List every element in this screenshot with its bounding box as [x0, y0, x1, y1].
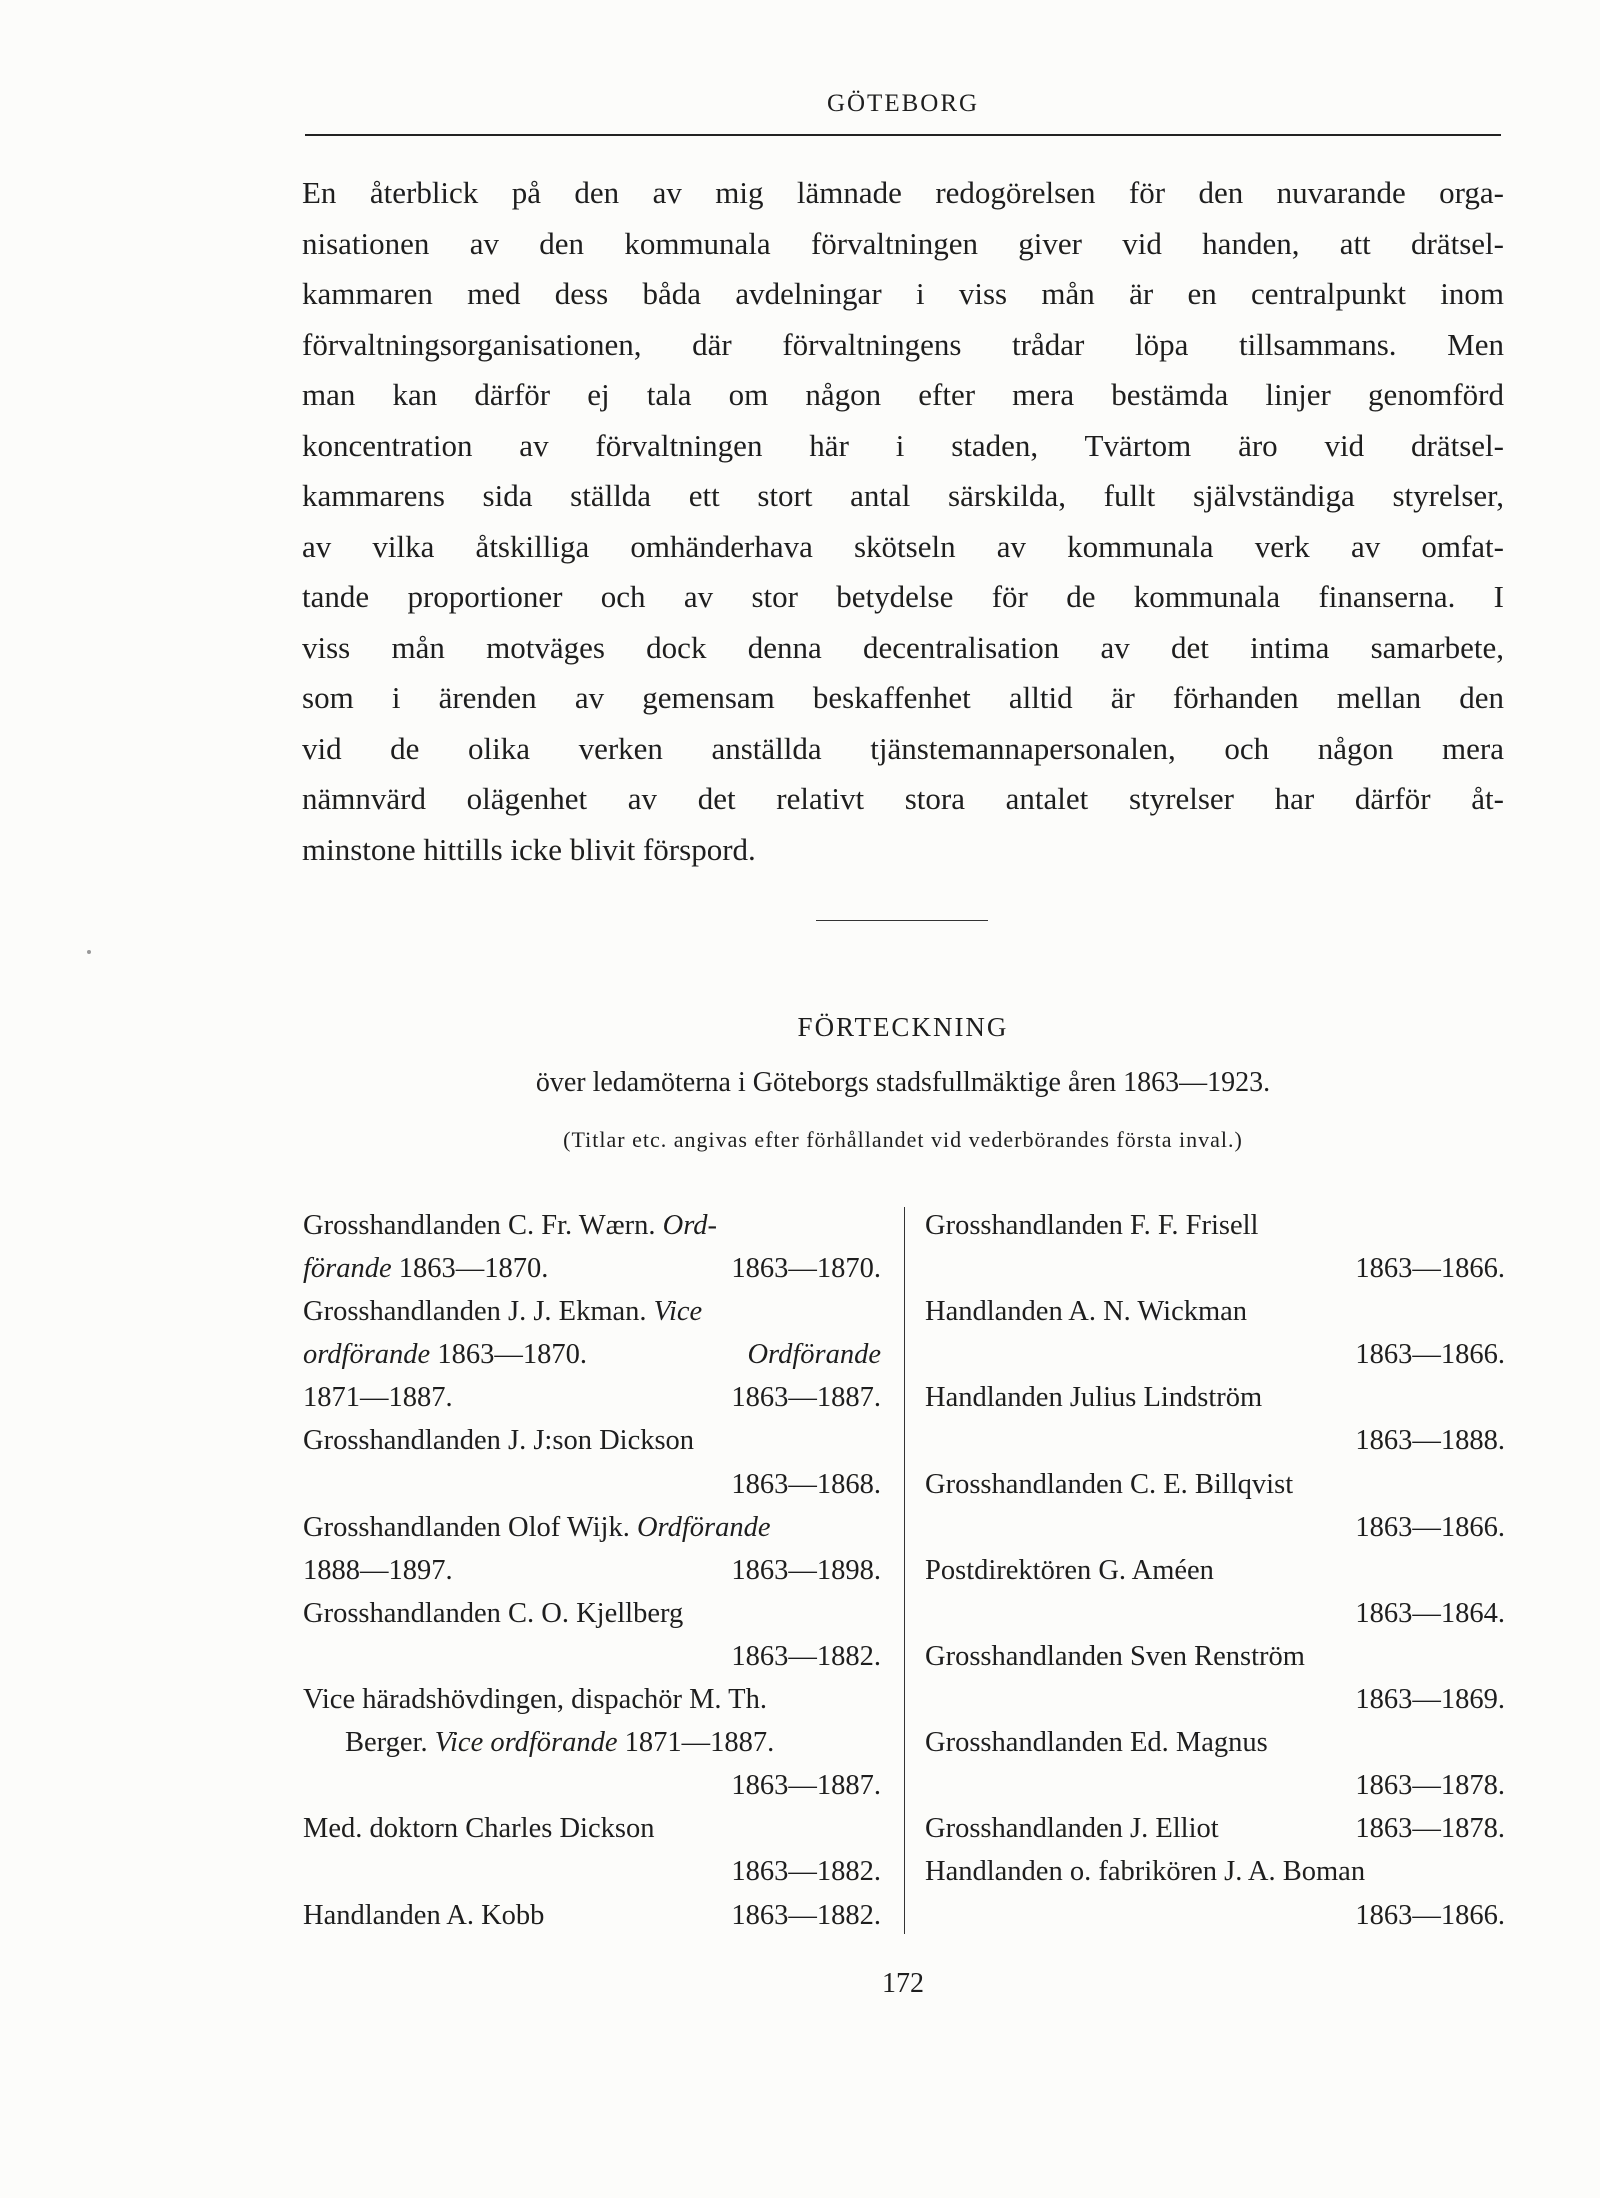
member-years: 1863—1888.: [1355, 1425, 1505, 1457]
section-divider: [816, 920, 988, 921]
member-name: Grosshandlanden J. Elliot: [925, 1813, 1219, 1845]
member-name: Grosshandlanden J. J:son Dickson: [303, 1425, 695, 1457]
member-name: Grosshandlanden F. F. Frisell: [925, 1210, 1259, 1241]
member-entry-line: [925, 1549, 1505, 1592]
member-years: 1863—1878.: [1355, 1813, 1505, 1845]
member-name: förande 1863—1870.: [303, 1253, 549, 1285]
member-entry-line: [303, 1635, 881, 1678]
member-years: 1863—1866.: [1355, 1253, 1505, 1285]
member-name: Med. doktorn Charles Dickson: [303, 1813, 655, 1845]
member-name: Grosshandlanden J. J. Ekman. Vice: [303, 1296, 703, 1328]
body-paragraph: [302, 168, 1504, 875]
member-entry-line: [925, 1592, 1505, 1635]
member-entry-line: [303, 1850, 881, 1893]
body-line: som i ärenden av gemensam beskaffenhet alltid är förhanden mellan den: [302, 680, 1504, 715]
body-line: förvaltningsorganisationen, där förvaltningens trådar löpa tillsammans. Men: [302, 326, 1504, 362]
member-entry-line: [925, 1463, 1505, 1506]
list-subtitle: över ledamöterna i Göteborgs stadsfullmäktige åren 1863—1923.: [535, 1067, 1271, 1098]
member-name: Berger. Vice ordförande 1871—1887.: [345, 1727, 775, 1759]
body-line: viss mån motväges dock denna decentralisation av det intima samarbete,: [302, 629, 1504, 665]
member-entry-line: [925, 1894, 1505, 1937]
member-name: Grosshandlanden Ed. Magnus: [925, 1727, 1268, 1759]
body-line: kammaren med dess båda avdelningar i viss mån är en centralpunkt inom: [302, 276, 1504, 311]
member-entry-line: [303, 1764, 881, 1807]
list-title: FÖRTECKNING: [797, 1012, 1009, 1042]
member-entry-line: [303, 1506, 881, 1549]
member-entry-line: [925, 1204, 1505, 1247]
member-name: Handlanden A. N. Wickman: [925, 1296, 1248, 1328]
member-years: 1863—1864.: [1355, 1597, 1505, 1629]
member-entry-line: [925, 1635, 1505, 1678]
member-entry-line: [925, 1807, 1505, 1850]
member-entry-line: [303, 1807, 881, 1850]
body-line: minstone hittills icke blivit förspord.: [302, 831, 756, 867]
body-line: tande proportioner och av stor betydelse för de kommunala finanserna. I: [302, 579, 1504, 614]
member-years: 1863—1878.: [1355, 1770, 1505, 1802]
body-line: av vilka åtskilliga omhänderhava skötseln av kommunala verk av omfat-: [302, 528, 1504, 564]
member-name: 1888—1897.: [303, 1554, 453, 1586]
member-name: Handlanden o. fabrikören J. A. Boman: [925, 1856, 1366, 1888]
member-name: Grosshandlanden Sven Renström: [925, 1640, 1305, 1672]
member-entry-line: [925, 1376, 1505, 1419]
paper-speck: [87, 950, 91, 954]
member-entry-line: [303, 1894, 881, 1937]
member-years: 1863—1866.: [1355, 1339, 1505, 1371]
member-name: Grosshandlanden C. E. Billqvist: [925, 1468, 1294, 1500]
member-years: 1863—1882.: [731, 1640, 881, 1672]
member-name: Handlanden A. Kobb: [303, 1899, 545, 1931]
body-line: vid de olika verken anställda tjänstemannapersonalen, och någon mera: [302, 730, 1504, 766]
body-line: nämnvärd olägenhet av det relativt stora antalet styrelser har därför åt-: [302, 781, 1504, 816]
member-entry-line: [303, 1549, 881, 1592]
members-column-left: [303, 1204, 881, 1937]
member-years: 1863—1868.: [731, 1468, 881, 1500]
member-entry-line: [925, 1678, 1505, 1721]
member-name: Vice häradshövdingen, dispachör M. Th.: [303, 1684, 767, 1716]
member-years: 1863—1869.: [1355, 1684, 1505, 1716]
body-line: nisationen av den kommunala förvaltningen giver vid handen, att drätsel-: [302, 225, 1504, 261]
body-line: koncentration av förvaltningen här i staden, Tvärtom äro vid drätsel-: [302, 427, 1504, 463]
member-entry-line: [925, 1247, 1505, 1290]
member-entry-line: [925, 1333, 1505, 1376]
member-years: 1863—1887.: [731, 1382, 881, 1414]
body-line: En återblick på den av mig lämnade redogörelsen för den nuvarande orga-: [302, 175, 1504, 210]
member-name: Postdirektören G. Améen: [925, 1554, 1214, 1586]
member-years: 1863—1887.: [731, 1770, 881, 1802]
member-entry-line: [303, 1678, 881, 1721]
column-divider: [904, 1207, 905, 1934]
member-entry-line: [303, 1592, 881, 1635]
member-entry-line: [925, 1419, 1505, 1462]
member-name: Grosshandlanden C. O. Kjellberg: [303, 1597, 684, 1629]
member-entry-line: [303, 1721, 881, 1764]
member-entry-line: [303, 1376, 881, 1419]
member-role: Ordförande: [636, 1511, 771, 1543]
body-line: kammarens sida ställda ett stort antal särskilda, fullt självständiga styrelser,: [302, 478, 1504, 513]
page-number: 172: [882, 1968, 924, 1999]
member-entry-line: [303, 1419, 881, 1462]
member-name: Grosshandlanden Olof Wijk. Ordförande: [303, 1511, 771, 1543]
member-entry-line: [925, 1850, 1505, 1893]
member-entry-line: [303, 1204, 881, 1247]
member-entry-line: [303, 1247, 881, 1290]
members-column-right: [925, 1204, 1505, 1937]
member-years: 1863—1870.: [731, 1253, 881, 1285]
member-name: Handlanden Julius Lindström: [925, 1382, 1263, 1414]
member-role: ordförande: [303, 1339, 431, 1371]
member-entry-line: [925, 1290, 1505, 1333]
body-line: man kan därför ej tala om någon efter mera bestämda linjer genomförd: [302, 377, 1504, 412]
member-entry-line: [303, 1463, 881, 1506]
member-years: 1863—1866.: [1355, 1899, 1505, 1931]
member-years: 1863—1898.: [731, 1554, 881, 1586]
member-role: Vice: [653, 1296, 703, 1328]
member-entry-line: [925, 1506, 1505, 1549]
running-head: GÖTEBORG: [826, 90, 980, 117]
member-years: 1863—1882.: [731, 1856, 881, 1888]
member-entry-line: [925, 1764, 1505, 1807]
member-role: Vice ordförande: [434, 1727, 618, 1759]
member-years: 1863—1866.: [1355, 1511, 1505, 1543]
header-rule: [305, 134, 1501, 136]
member-entry-line: [303, 1290, 881, 1333]
member-name: Grosshandlanden C. Fr. Wærn. Ord-: [303, 1210, 718, 1241]
member-name: ordförande 1863—1870.: [303, 1339, 587, 1371]
member-role: Ord-: [662, 1210, 718, 1241]
member-entry-line: [925, 1721, 1505, 1764]
member-role: förande: [303, 1253, 392, 1285]
member-entry-line: [303, 1333, 881, 1376]
member-name: 1871—1887.: [303, 1382, 453, 1414]
list-note: (Titlar etc. angivas efter förhållandet vid vederbörandes första inval.): [563, 1127, 1243, 1152]
member-years: 1863—1882.: [731, 1899, 881, 1931]
member-years: Ordförande: [747, 1339, 881, 1371]
